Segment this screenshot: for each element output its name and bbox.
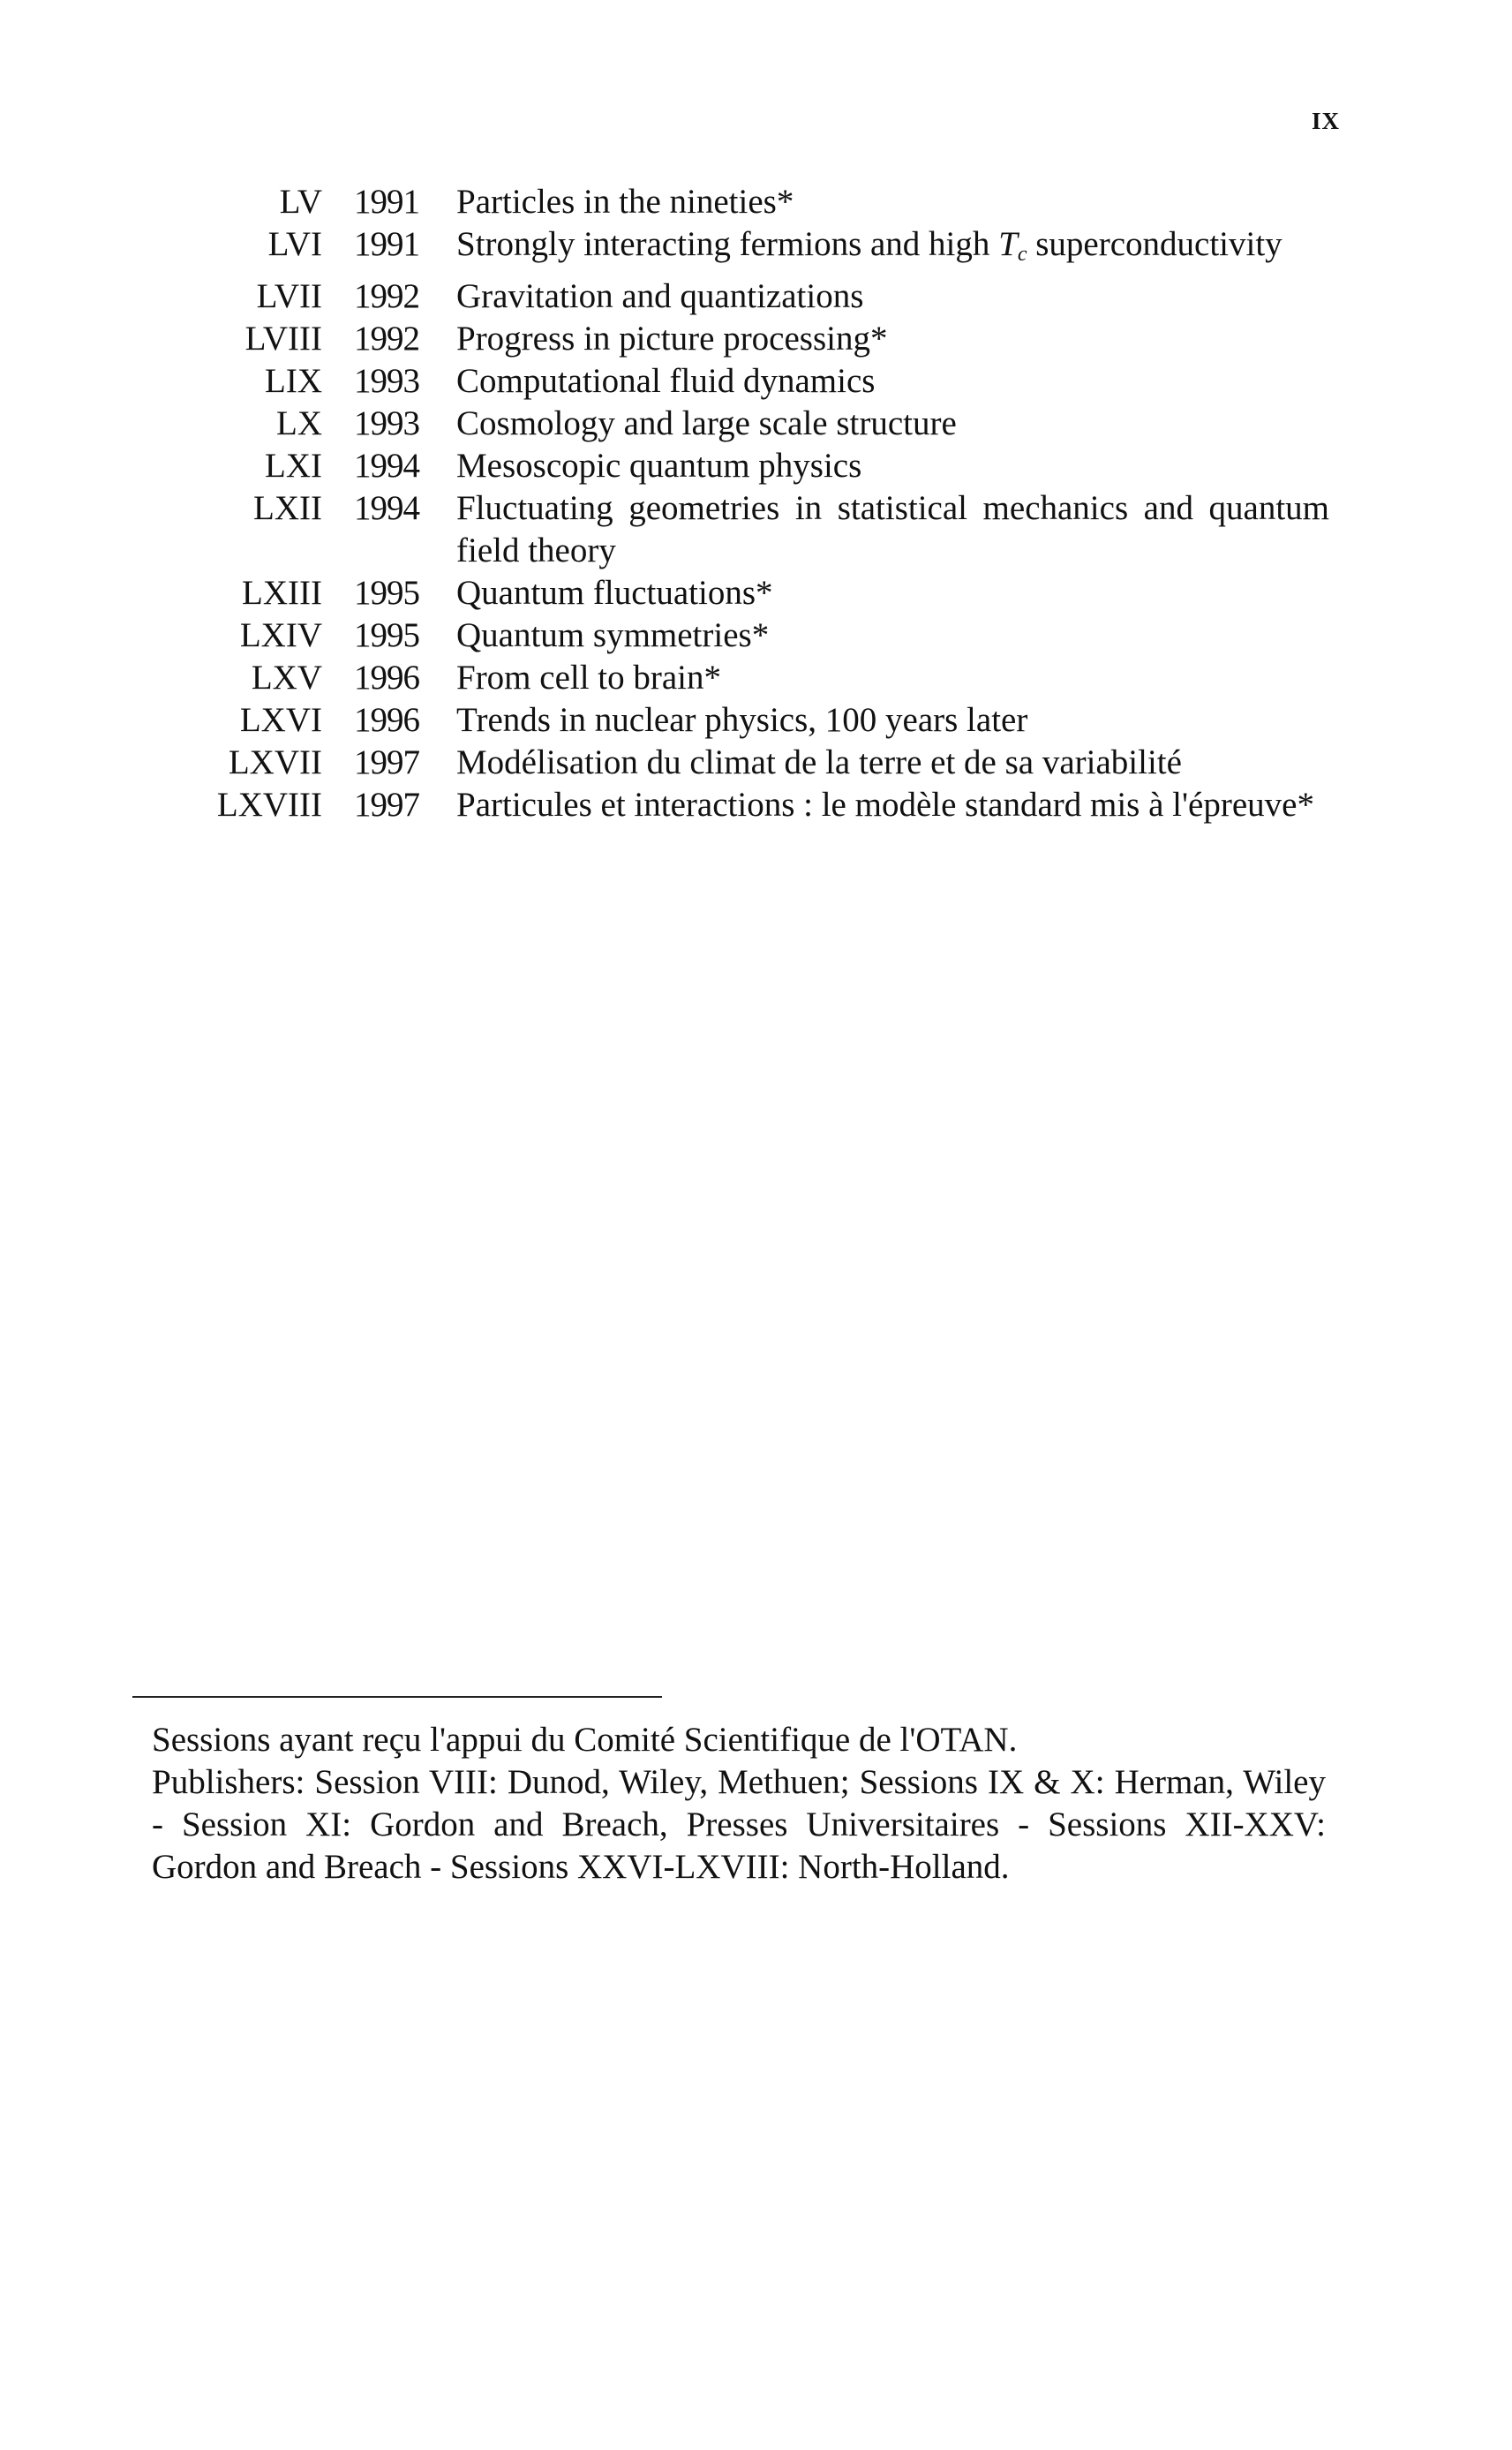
session-row [177,445,1329,487]
session-number: LXVIII [216,786,322,824]
session-number: LVI [267,225,322,263]
session-row [177,181,1329,223]
session-number: LX [276,404,322,442]
session-year: 1993 [354,362,419,400]
session-row [177,275,1329,318]
session-number: LV [279,183,322,221]
session-title: Progress in picture processing* [456,320,888,358]
session-row [177,403,1329,445]
session-title [456,223,1329,275]
session-number: LVIII [244,320,322,358]
session-title: Cosmology and large scale structure [456,404,957,442]
session-title: From cell to brain* [456,659,722,697]
session-title: Particules et interactions : le modèle standard mis à l'épreuve* [456,786,1314,824]
tc-symbol [998,225,1027,266]
tc-variable: T [998,225,1018,263]
session-list [177,181,1329,826]
session-title-text: superconductivity [1027,225,1283,263]
session-number: LIX [265,362,322,400]
page-number: IX [1311,108,1340,134]
session-year: 1996 [354,701,419,739]
session-title: Trends in nuclear physics, 100 years later [456,701,1028,739]
session-row [177,318,1329,360]
footnote-publishers: Publishers: Session VIII: Dunod, Wiley, Methuen; Sessions IX & X: Herman, Wiley - Session XI: Gordon and Breach, Presses Universitaires - Sessions XII-XXV: Gordon and Breach - Sessions XXVI-LXVIII: North-Holland. [152,1763,1326,1886]
tc-subscript: c [1017,243,1027,266]
session-year: 1997 [354,743,419,781]
session-title: Quantum symmetries* [456,616,770,654]
session-number: LXVI [239,701,322,739]
session-number: LXIII [242,574,322,612]
session-row [177,614,1329,657]
session-number: LVII [256,277,322,315]
session-number: LXII [253,489,322,527]
session-year: 1993 [354,404,419,442]
footnote [152,1719,1326,1888]
session-title: Quantum fluctuations* [456,574,773,612]
session-year: 1995 [354,616,419,654]
session-row [177,742,1329,784]
session-year: 1997 [354,786,419,824]
session-title: Fluctuating geometries in statistical mechanics and quantum field theory [456,489,1329,569]
session-title: Modélisation du climat de la terre et de sa variabilité [456,743,1182,781]
session-row [177,784,1329,826]
session-row [177,360,1329,403]
session-title: Mesoscopic quantum physics [456,447,862,485]
session-row [177,657,1329,699]
session-title: Gravitation and quantizations [456,277,864,315]
session-year: 1995 [354,574,419,612]
session-number: LXVII [228,743,322,781]
session-number: LXV [251,659,322,697]
footnote-nato-note: Sessions ayant reçu l'appui du Comité Scientifique de l'OTAN. [152,1721,1018,1759]
session-title: Particles in the nineties* [456,183,794,221]
session-year: 1994 [354,447,419,485]
session-year: 1992 [354,320,419,358]
footnote-divider [132,1696,662,1698]
session-row [177,487,1329,572]
session-year: 1996 [354,659,419,697]
session-row [177,572,1329,614]
session-row [177,699,1329,742]
session-year: 1994 [354,489,419,527]
session-year: 1991 [354,183,419,221]
session-row [177,223,1329,275]
session-title-text: Strongly interacting fermions and high [456,225,999,263]
session-title: Computational fluid dynamics [456,362,876,400]
session-year: 1991 [354,225,419,263]
session-number: LXIV [239,616,322,654]
session-number: LXI [265,447,322,485]
session-year: 1992 [354,277,419,315]
